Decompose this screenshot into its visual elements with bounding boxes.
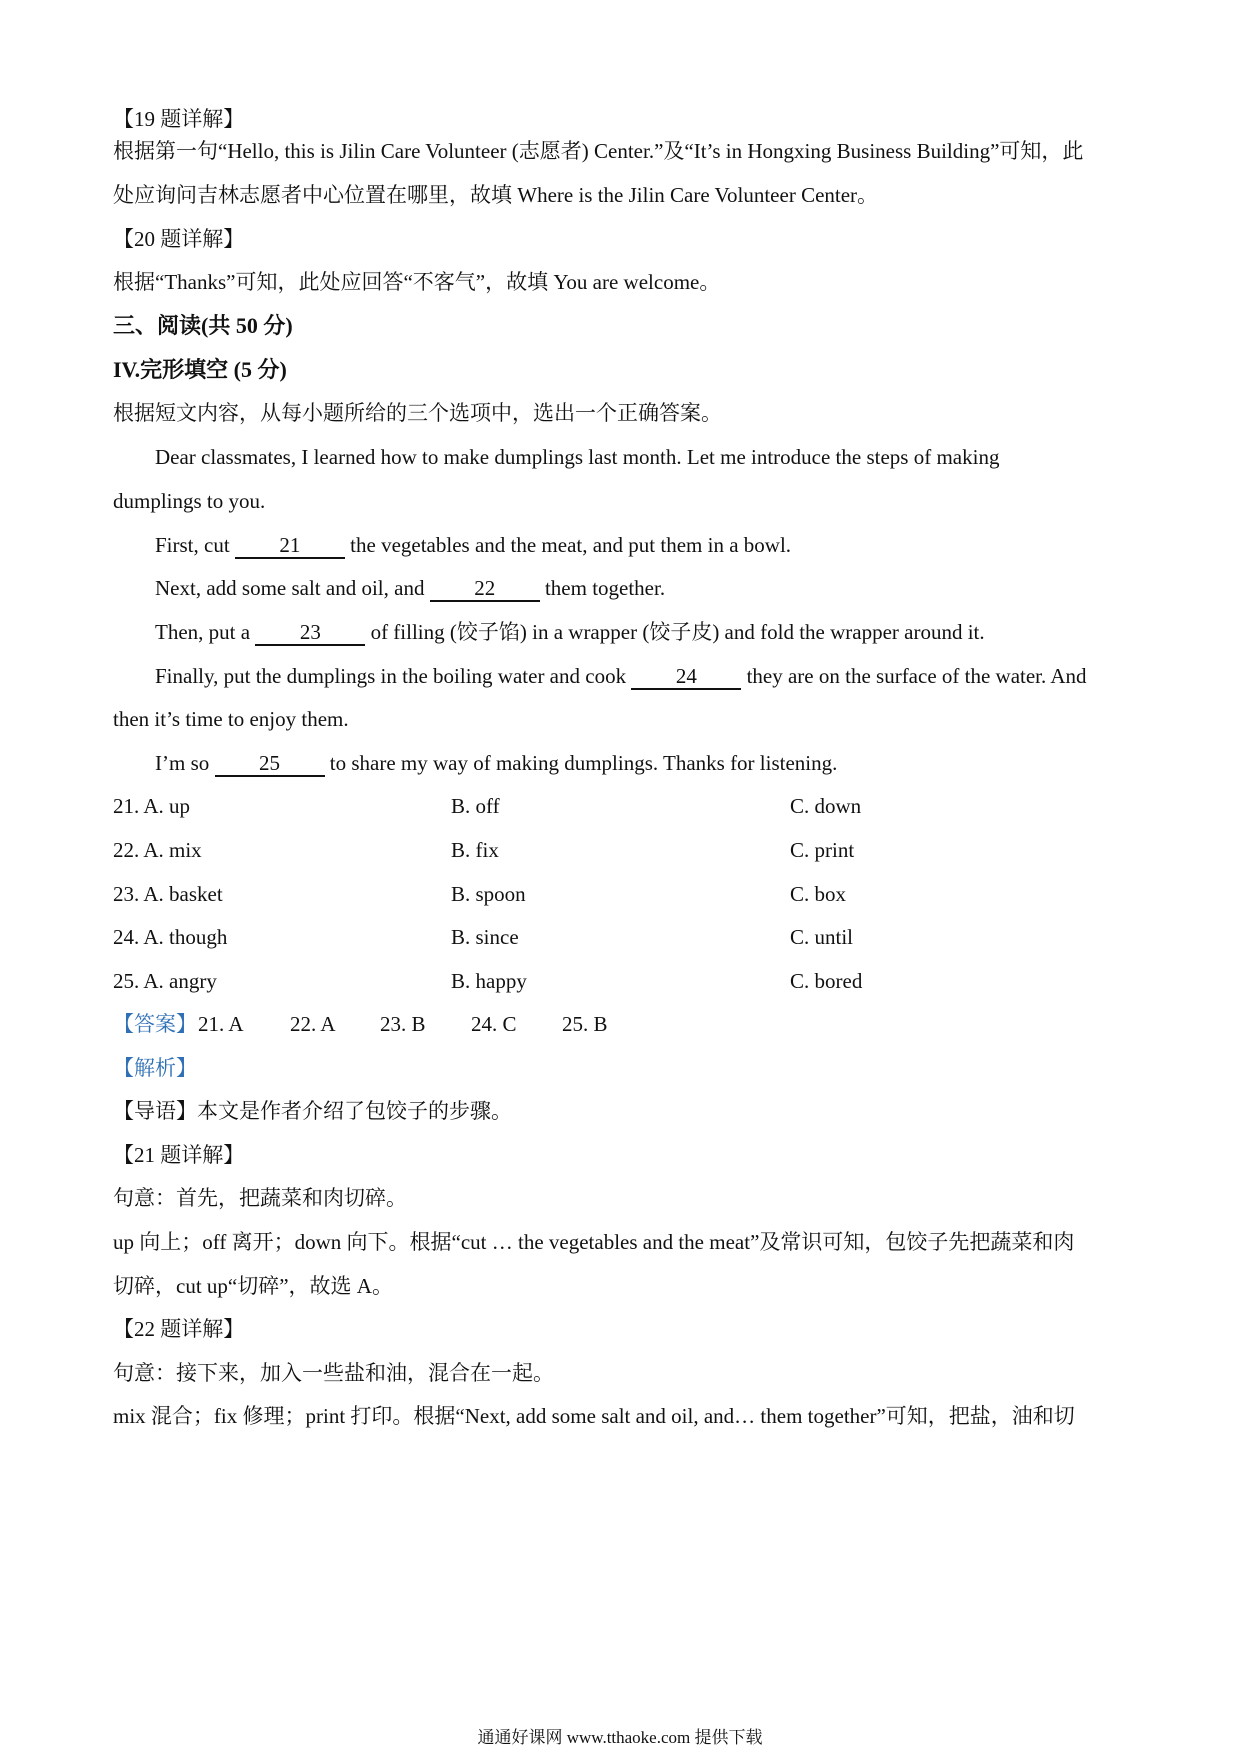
option-24-a: 24. A. though	[113, 925, 228, 949]
page-footer: 通通好课网 www.tthaoke.com 提供下载	[477, 1728, 763, 1747]
option-25-c: C. bored	[790, 969, 863, 993]
q22-meaning: 句意：接下来，加入一些盐和油，混合在一起。	[113, 1361, 554, 1385]
option-21-c: C. down	[790, 794, 862, 818]
passage-p4	[155, 617, 1175, 647]
passage-p6-pre: I’m so	[155, 751, 215, 775]
q19-explanation-line1: 根据第一句“Hello, this is Jilin Care Volunteer (志愿者) Center.”及“It’s in Hongxing Business Building”可知，此	[113, 139, 1084, 163]
option-22-c: C. print	[790, 838, 855, 862]
answer-item-21: 21. A	[198, 1012, 244, 1036]
blank-24: 24	[631, 664, 741, 690]
passage-p1-line2: dumplings to you.	[113, 489, 266, 513]
passage-p4-pre: Then, put a	[155, 620, 256, 644]
option-23-b: B. spoon	[451, 882, 526, 906]
option-24-c: C. until	[790, 925, 854, 949]
passage-p2-post: the vegetables and the meat, and put them in a bowl.	[344, 533, 792, 557]
option-25-a: 25. A. angry	[113, 969, 217, 993]
analysis-guide: 【导语】本文是作者介绍了包饺子的步骤。	[113, 1099, 512, 1123]
q20-heading: 【20 题详解】	[113, 227, 245, 251]
answer-label: 【答案】	[113, 1012, 197, 1036]
passage-p2	[155, 530, 1175, 560]
passage-p5	[155, 661, 1175, 691]
q21-explanation-line2: 切碎，cut up“切碎”，故选 A。	[113, 1274, 393, 1298]
passage-p5-post: they are on the surface of the water. And	[741, 664, 1087, 688]
answer-item-24: 24. C	[471, 1012, 517, 1036]
q19-heading: 【19 题详解】	[113, 107, 245, 131]
answer-item-25: 25. B	[562, 1012, 608, 1036]
blank-21: 21	[235, 533, 345, 559]
option-22-a: 22. A. mix	[113, 838, 202, 862]
q19-explanation-line2: 处应询问吉林志愿者中心位置在哪里，故填 Where is the Jilin Care Volunteer Center。	[113, 183, 879, 207]
option-23-c: C. box	[790, 882, 847, 906]
section-subtitle: IV.完形填空 (5 分)	[113, 357, 287, 382]
answer-item-23: 23. B	[380, 1012, 426, 1036]
q21-explanation-line1: up 向上；off 离开；down 向下。根据“cut … the vegetables and the meat”及常识可知，包饺子先把蔬菜和肉	[113, 1230, 1075, 1254]
q21-heading: 【21 题详解】	[113, 1143, 245, 1167]
option-25-b: B. happy	[451, 969, 527, 993]
passage-p5-pre: Finally, put the dumplings in the boiling water and cook	[155, 664, 632, 688]
passage-p6-post: to share my way of making dumplings. Thanks for listening.	[324, 751, 838, 775]
passage-p6	[155, 748, 1175, 778]
q22-heading: 【22 题详解】	[113, 1317, 245, 1341]
passage-p5-line2: then it’s time to enjoy them.	[113, 707, 349, 731]
analysis-label: 【解析】	[113, 1056, 197, 1080]
passage-p3-post: them together.	[539, 576, 666, 600]
passage-p2-pre: First, cut	[155, 533, 235, 557]
q20-explanation-line1: 根据“Thanks”可知，此处应回答“不客气”，故填 You are welcome。	[113, 270, 721, 294]
passage-p3-pre: Next, add some salt and oil, and	[155, 576, 430, 600]
passage-p1-line1: Dear classmates, I learned how to make dumplings last month. Let me introduce the steps of making	[155, 445, 1000, 469]
answer-item-22: 22. A	[290, 1012, 336, 1036]
option-22-b: B. fix	[451, 838, 499, 862]
blank-22: 22	[430, 576, 540, 602]
q22-explanation-line1: mix 混合；fix 修理；print 打印。根据“Next, add some salt and oil, and… them together”可知，把盐，油和切	[113, 1404, 1075, 1428]
blank-25: 25	[215, 751, 325, 777]
option-24-b: B. since	[451, 925, 519, 949]
option-21-a: 21. A. up	[113, 794, 191, 818]
option-23-a: 23. A. basket	[113, 882, 223, 906]
passage-p4-post: of filling (饺子馅) in a wrapper (饺子皮) and fold the wrapper around it.	[365, 620, 985, 644]
passage-p3	[155, 573, 1175, 603]
option-21-b: B. off	[451, 794, 500, 818]
q21-meaning: 句意：首先，把蔬菜和肉切碎。	[113, 1186, 407, 1210]
blank-23: 23	[255, 620, 365, 646]
section-instruction: 根据短文内容，从每小题所给的三个选项中，选出一个正确答案。	[113, 401, 722, 425]
section-title: 三、阅读(共 50 分)	[113, 313, 293, 338]
